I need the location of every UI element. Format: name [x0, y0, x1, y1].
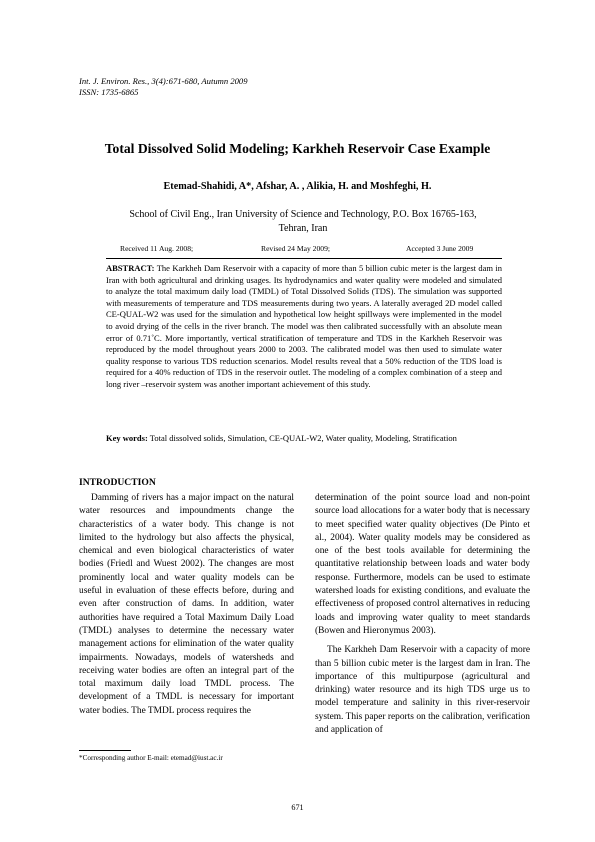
- footnote-divider: [79, 750, 131, 751]
- intro-paragraph-left: Damming of rivers has a major impact on the natural water resources and impoundments change the characteristics of a water body. This change is not limited to the hydrology but also affects the physical, chemical and even biological characteristics of water bodies (Friedl and Wuest 2002). The changes are most prominently local and water quality models can be useful in evaluation of these effects before, during and even after construction of dams. In addition, water authorities have required a Total Maximum Daily Load (TMDL) analyses to determine the necessary water management actions for elimination of the water quality impairments. Nowadays, models of watersheds and receiving water bodies are often an integral part of the total maximum daily load TMDL process. The development of a TMDL is necessary for important water bodies. The TMDL process requires the: [79, 493, 294, 716]
- keywords: [106, 433, 502, 444]
- header-divider: [106, 258, 502, 259]
- authors: Etemad-Shahidi, A*, Afshar, A. , Alikia, H. and Moshfeghi, H.: [163, 181, 432, 192]
- intro-paragraph-right-1: determination of the point source load and non-point source load allocations for a water body that is necessary to meet specified water quality objectives (De Pinto et al., 2004). Water quality models may be considered as one of the best tools available for determining the quantitative relationship between loads and water body response. Furthermore, models can be used to estimate watershed loads for existing conditions, and evaluate the effectiveness of proposed control alternatives in reducing loads and improving water quality to meet standards (Bowen and Hieronymus 2003).: [315, 493, 530, 636]
- section-heading-introduction: INTRODUCTION: [79, 477, 156, 488]
- intro-paragraph-right-2: The Karkheh Dam Reservoir with a capacity of more than 5 billion cubic meter is the largest dam in Iran. The importance of this multipurpose (agricultural and drinking) water resource and its high TDS urge us to model temperature and salinity in this river-reservoir system. This paper reports on the calibration, verification and application of: [315, 645, 530, 736]
- paper-title: Total Dissolved Solid Modeling; Karkheh Reservoir Case Example: [104, 141, 491, 156]
- revised-date: Revised 24 May 2009;: [261, 244, 330, 253]
- keywords-text: Total dissolved solids, Simulation, CE-QUAL-W2, Water quality, Modeling, Stratification: [149, 433, 457, 443]
- journal-issn: ISSN: 1735-6865: [79, 87, 139, 97]
- affiliation: School of Civil Eng., Iran University of Science and Technology, P.O. Box 16765-163, Tehran, Iran: [129, 209, 477, 234]
- left-column: [79, 492, 294, 718]
- journal-citation: Int. J. Environ. Res., 3(4):671-680, Autumn 2009: [79, 76, 248, 86]
- abstract: [106, 263, 502, 391]
- journal-header: [79, 76, 248, 98]
- abstract-label: ABSTRACT:: [106, 263, 155, 273]
- received-date: Received 11 Aug. 2008;: [120, 244, 194, 253]
- page-number: 671: [291, 803, 304, 812]
- right-column: [315, 492, 530, 737]
- accepted-date: Accepted 3 June 2009: [406, 244, 474, 253]
- corresponding-author-footnote: *Corresponding author E-mail: etemad@iust.ac.ir: [79, 754, 223, 762]
- abstract-text: The Karkheh Dam Reservoir with a capacity of more than 5 billion cubic meter is the largest dam in Iran with both agricultural and drinking usages. Its hydrodynamics and water quality were modeled and simulated to analyze the total maximum daily load (TMDL) of Total Dissolved Solids (TDS). The simulation was supported with measurements of temperature and TDS measurements during two years. A laterally averaged 2D model called CE-QUAL-W2 was used for the simulation and hypothetical low height spillways were implemented in the model to avoid drying of the cells in the river branch. The model was then calibrated successfully with an absolute mean error of 0.71˚C. More importantly, vertical stratification of temperature and TDS in the Karkheh Reservoir was reproduced by the model throughout years 2000 to 2003. The calibrated model was then used to simulate water quality response to various TDS reduction scenarios. Model results reveal that a 50% reduction of the TDS load is required for a 40% reduction of TDS in the reservoir outlet. The modeling of a complex combination of a steep and long river –reservoir system was another important achievement of this study.: [106, 263, 502, 389]
- keywords-label: Key words:: [106, 433, 148, 443]
